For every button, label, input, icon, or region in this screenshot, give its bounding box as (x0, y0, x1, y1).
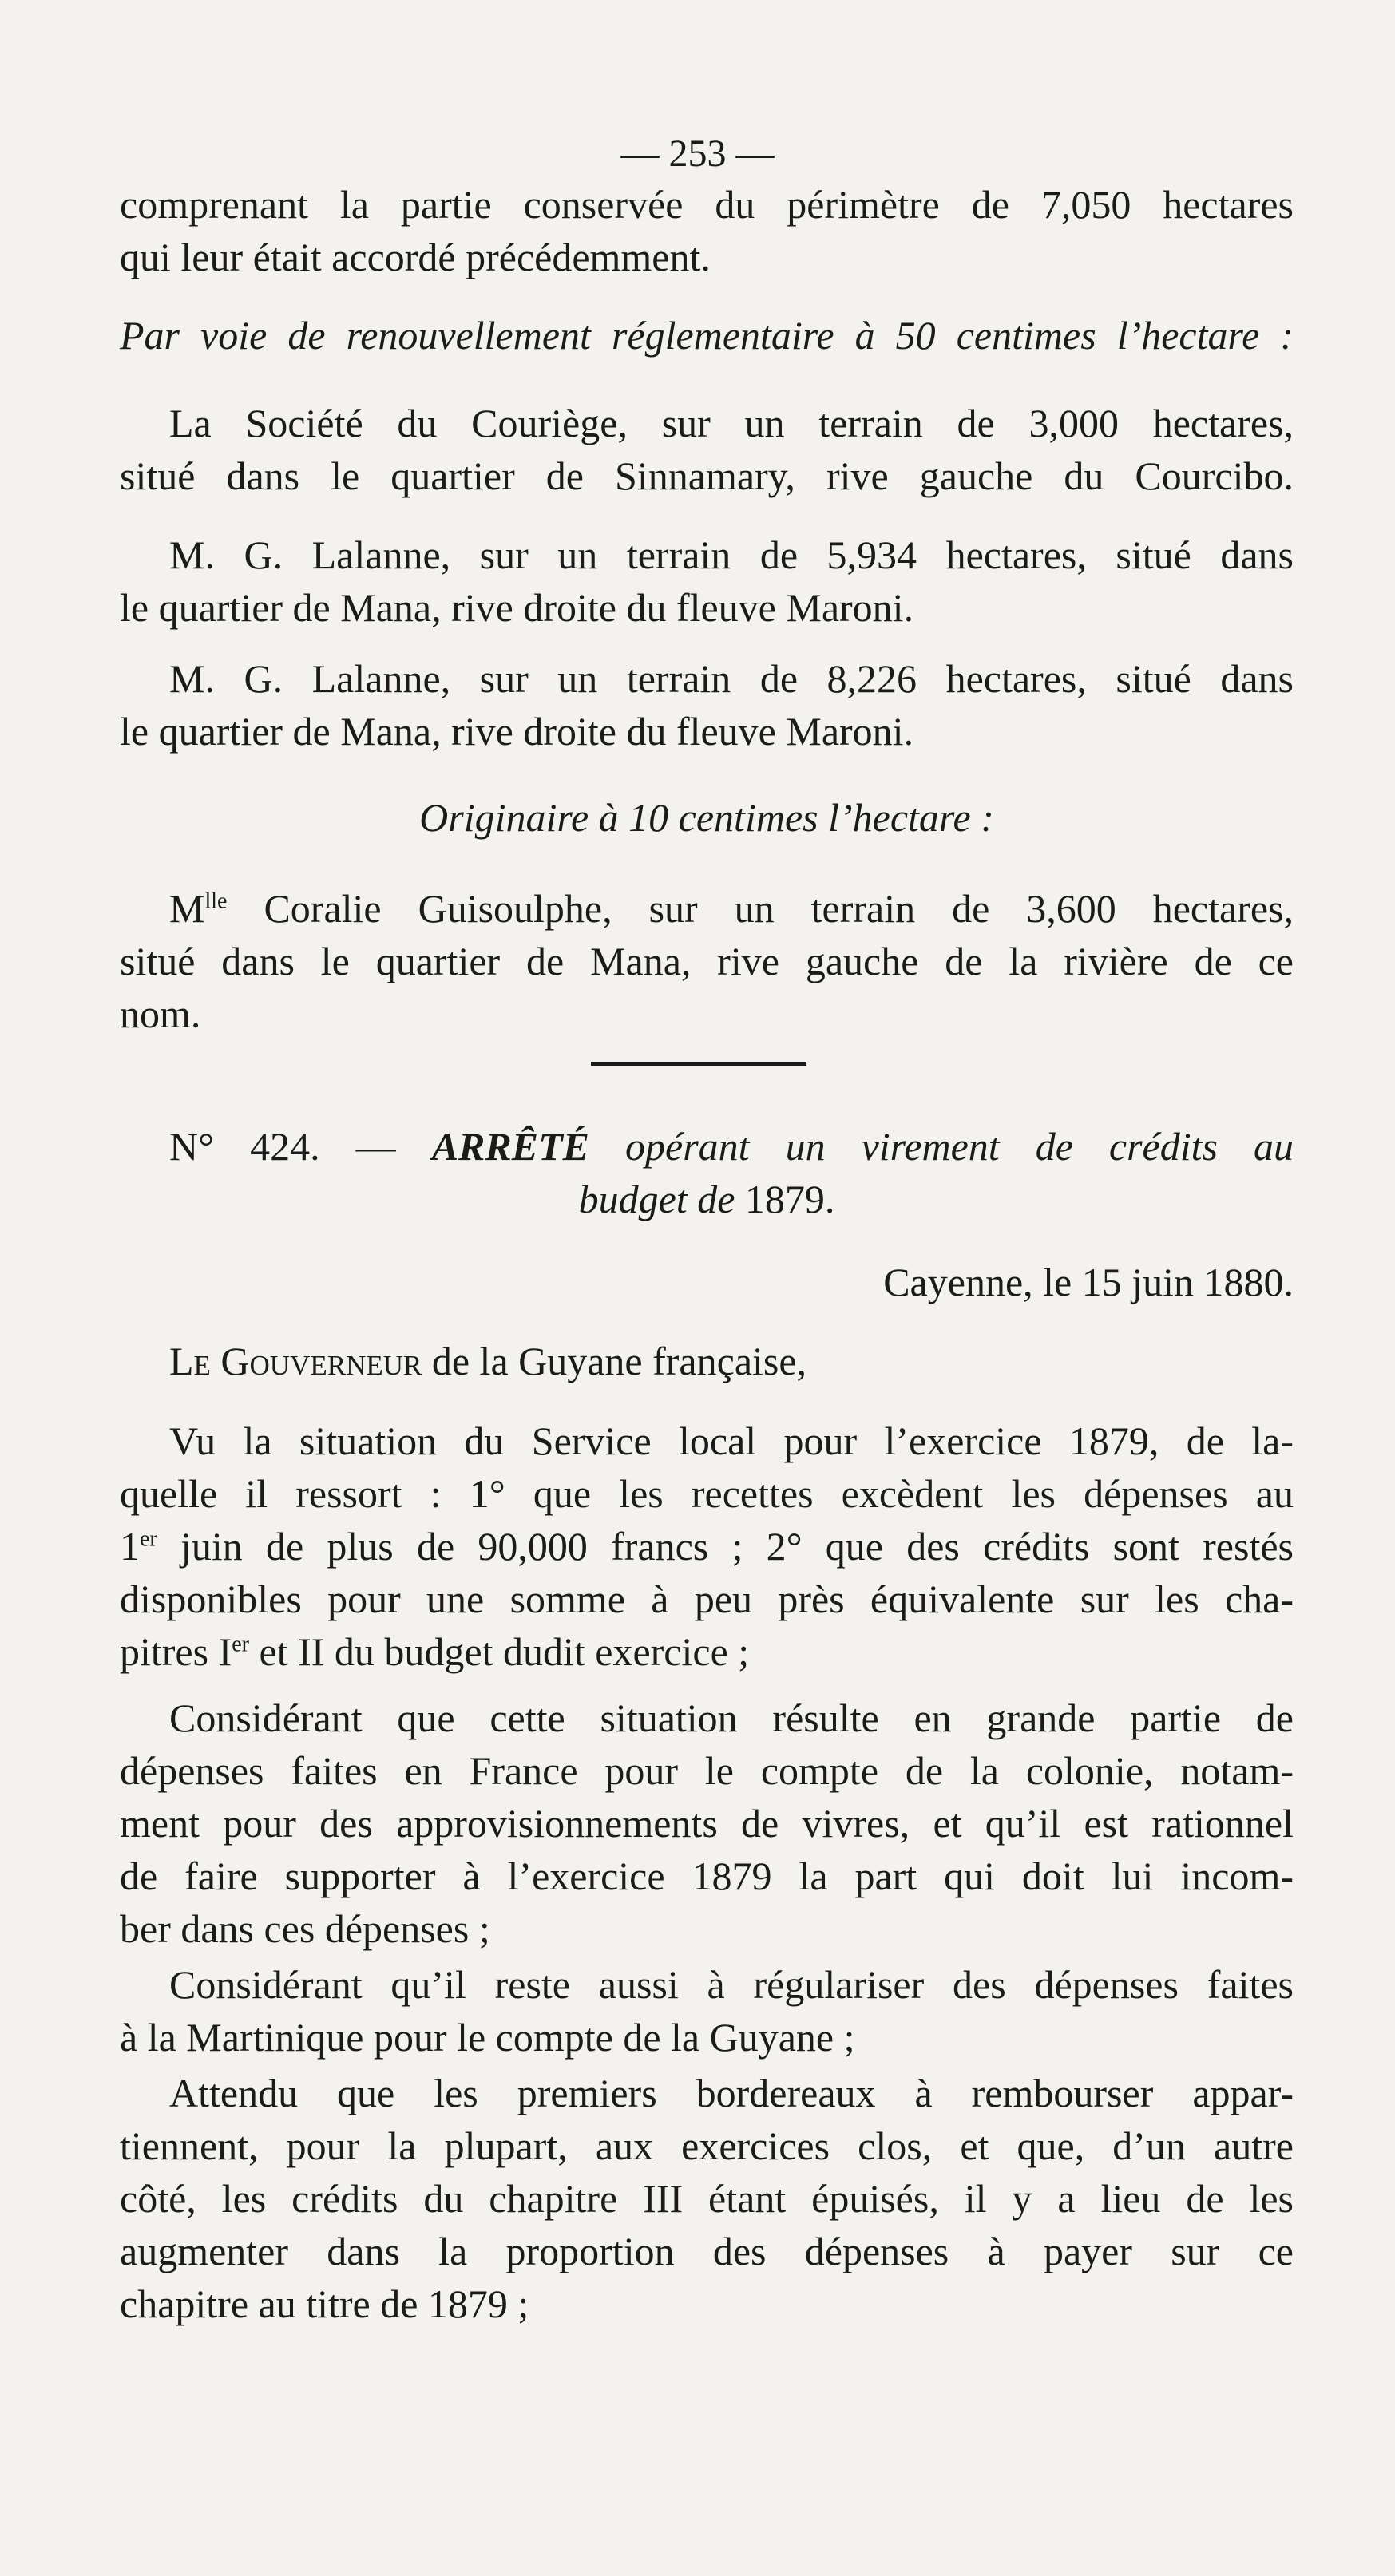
paragraph-line: disponibles pour une somme à peu près équivalente sur les cha- (120, 1577, 1294, 1621)
paragraph-line: 1er juin de plus de 90,000 francs ; 2° que des crédits sont restés (120, 1524, 1294, 1569)
page-number: — 253 — (620, 133, 775, 175)
section-divider (591, 1062, 806, 1066)
paragraph-line: dépenses faites en France pour le compte de la colonie, notam- (120, 1748, 1294, 1793)
paragraph-line: de faire supporter à l’exercice 1879 la part qui doit lui incom- (120, 1854, 1294, 1898)
paragraph-line: situé dans le quartier de Sinnamary, rive gauche du Courcibo. (120, 453, 1294, 498)
paragraph-line: comprenant la partie conservée du périmètre de 7,050 hectares (120, 182, 1294, 227)
paragraph-line: à la Martinique pour le compte de la Guyane ; (120, 2015, 855, 2060)
section-heading: Originaire à 10 centimes l’hectare : (419, 795, 994, 840)
paragraph-line: qui leur était accordé précédemment. (120, 235, 711, 279)
paragraph-line: Considérant qu’il reste aussi à régulariser des dépenses faites (169, 1962, 1294, 2007)
arrete-title-line2: budget de 1879. (578, 1177, 835, 1221)
paragraph-line: ber dans ces dépenses ; (120, 1906, 490, 1951)
paragraph-line: La Société du Couriège, sur un terrain de 3,000 hectares, (169, 401, 1294, 445)
place-date: Cayenne, le 15 juin 1880. (883, 1260, 1294, 1304)
paragraph-line: quelle il ressort : 1° que les recettes excèdent les dépenses au (120, 1471, 1294, 1516)
paragraph-line: chapitre au titre de 1879 ; (120, 2281, 529, 2326)
paragraph-line: Vu la situation du Service local pour l’exercice 1879, de la- (169, 1419, 1294, 1463)
paragraph-line: côté, les crédits du chapitre III étant épuisés, il y a lieu de les (120, 2176, 1294, 2221)
paragraph-line: le quartier de Mana, rive droite du fleuve Maroni. (120, 585, 914, 630)
paragraph-line: tiennent, pour la plupart, aux exercices clos, et que, d’un autre (120, 2123, 1294, 2168)
paragraph-line: augmenter dans la proportion des dépenses à payer sur ce (120, 2229, 1294, 2273)
paragraph-line: Considérant que cette situation résulte en grande partie de (169, 1696, 1294, 1740)
governor-line: Le Gouverneur de la Guyane française, (169, 1339, 807, 1383)
paragraph-line: le quartier de Mana, rive droite du fleuve Maroni. (120, 709, 914, 754)
paragraph-line: $M^{lle}$ Coralie Guisoulphe, sur un terrain de 3,600 hectares, (169, 886, 1294, 931)
arrete-title: N° 424. — ARRÊTÉ opérant un virement de crédits au (169, 1124, 1294, 1169)
paragraph-line: Attendu que les premiers bordereaux à rembourser appar- (169, 2071, 1294, 2115)
paragraph-line: pitres Ier et II du budget dudit exercice ; (120, 1629, 750, 1674)
paragraph-line: M. G. Lalanne, sur un terrain de 5,934 hectares, situé dans (169, 532, 1294, 577)
section-heading: Par voie de renouvellement réglementaire à 50 centimes l’hectare : (120, 313, 1294, 358)
paragraph-line: M. G. Lalanne, sur un terrain de 8,226 hectares, situé dans (169, 656, 1294, 701)
paragraph-line: situé dans le quartier de Mana, rive gauche de la rivière de ce (120, 939, 1294, 983)
paragraph-line: ment pour des approvisionnements de vivres, et qu’il est rationnel (120, 1801, 1294, 1846)
paragraph-line: nom. (120, 991, 201, 1036)
